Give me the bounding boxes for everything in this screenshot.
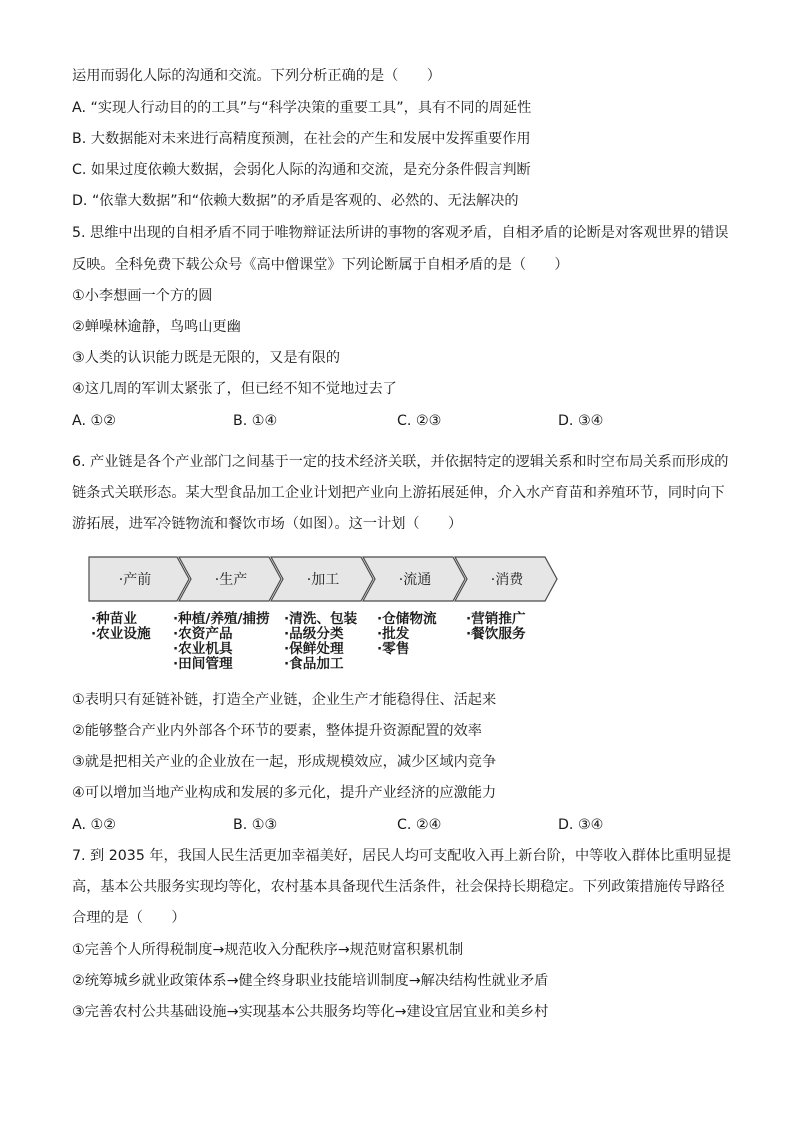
chain-stage-label: ·生产 bbox=[214, 572, 248, 588]
chain-detail-column-1 bbox=[91, 612, 151, 642]
chain-detail-item: ·仓储物流 bbox=[377, 611, 437, 627]
chain-detail-item: ·批发 bbox=[377, 626, 410, 642]
q5-item-1: ①小李想画一个方的圆 bbox=[72, 288, 213, 304]
chain-detail-item: ·农资产品 bbox=[173, 626, 233, 642]
chain-detail-item: ·农业设施 bbox=[91, 626, 151, 642]
chain-detail-item: ·种植/养殖/捕捞 bbox=[173, 611, 270, 627]
q6-stem-line-2: 链条式关联形态。某大型食品加工企业计划把产业向上游拓展延伸，介入水产育苗和养殖环节，同时向下 bbox=[72, 485, 725, 501]
q7-item-2: ②统筹城乡就业政策体系→健全终身职业技能培训制度→解决结构性就业矛盾 bbox=[72, 973, 549, 989]
q5-stem-line-1: 5. 思维中出现的自相矛盾不同于唯物辩证法所讲的事物的客观矛盾，自相矛盾的论断是对客观世界的错误 bbox=[72, 225, 729, 241]
q7-item-3: ③完善农村公共基础设施→实现基本公共服务均等化→建设宜居宜业和美乡村 bbox=[72, 1004, 549, 1020]
q7-item-1: ①完善个人所得税制度→规范收入分配秩序→规范财富积累机制 bbox=[72, 942, 464, 958]
q4-stem-tail: 运用而弱化人际的沟通和交流。下列分析正确的是（ ） bbox=[72, 68, 441, 84]
chain-detail-item: ·保鲜处理 bbox=[284, 641, 344, 657]
q4-option-a: A. “实现人行动目的的工具”与“科学决策的重要工具”，具有不同的周延性 bbox=[72, 100, 532, 116]
q6-choice-b: B. ①③ bbox=[233, 817, 278, 833]
q6-choice-a: A. ①② bbox=[72, 817, 116, 833]
q5-item-3: ③人类的认识能力既是无限的，又是有限的 bbox=[72, 350, 341, 366]
q5-item-4: ④这几周的军训太紧张了，但已经不知不觉地过去了 bbox=[72, 381, 397, 397]
q6-choice-c: C. ②④ bbox=[397, 817, 442, 833]
q4-option-d: D. “依靠大数据”和“依赖大数据”的矛盾是客观的、必然的、无法解决的 bbox=[72, 193, 519, 209]
q6-item-1: ①表明只有延链补链，打造全产业链，企业生产才能稳得住、活起来 bbox=[72, 692, 497, 708]
chain-detail-column-4 bbox=[377, 612, 437, 657]
chain-detail-item: ·营销推广 bbox=[466, 611, 526, 627]
chain-detail-column-5 bbox=[466, 612, 526, 642]
q4-option-c: C. 如果过度依赖大数据，会弱化人际的沟通和交流，是充分条件假言判断 bbox=[72, 162, 531, 178]
chain-detail-item: ·种苗业 bbox=[91, 611, 137, 627]
q7-stem-line-3: 合理的是（ ） bbox=[72, 910, 186, 926]
q6-stem-line-1: 6. 产业链是各个产业部门之间基于一定的技术经济关联，并依据特定的逻辑关系和时空布局关系而形成的 bbox=[72, 454, 729, 470]
chain-detail-column-3 bbox=[284, 612, 357, 672]
chain-detail-item: ·品级分类 bbox=[284, 626, 344, 642]
q5-choice-d: D. ③④ bbox=[558, 413, 604, 429]
chain-stage-label: ·产前 bbox=[118, 572, 152, 588]
q7-stem-line-2: 高，基本公共服务实现均等化，农村基本具备现代生活条件，社会保持长期稳定。下列政策措施传导路径 bbox=[72, 879, 725, 895]
industry-chain-diagram bbox=[88, 555, 560, 615]
q5-stem-line-2: 反映。全科免费下载公众号《高中僧课堂》下列论断属于自相矛盾的是（ ） bbox=[72, 257, 569, 273]
chain-stage-label: ·消费 bbox=[490, 572, 524, 588]
q6-stem-line-3: 游拓展，进军冷链物流和餐饮市场（如图）。这一计划（ ） bbox=[72, 516, 463, 532]
q5-choice-b: B. ①④ bbox=[233, 413, 278, 429]
chain-detail-item: ·餐饮服务 bbox=[466, 626, 526, 642]
chain-detail-item: ·清洗、包装 bbox=[284, 611, 358, 627]
q7-stem-line-1: 7. 到 2035 年，我国人民生活更加幸福美好，居民人均可支配收入再上新台阶，中等收入群体比重明显提 bbox=[72, 848, 732, 864]
q4-option-b: B. 大数据能对未来进行高精度预测，在社会的产生和发展中发挥重要作用 bbox=[72, 131, 531, 147]
chain-detail-column-2 bbox=[173, 612, 270, 672]
q6-item-3: ③就是把相关产业的企业放在一起，形成规模效应，减少区域内竞争 bbox=[72, 754, 497, 770]
chain-detail-item: ·零售 bbox=[377, 641, 410, 657]
chain-stage-label: ·加工 bbox=[306, 572, 340, 588]
chain-stage-label: ·流通 bbox=[398, 572, 432, 588]
q5-choice-a: A. ①② bbox=[72, 413, 116, 429]
q6-item-4: ④可以增加当地产业构成和发展的多元化，提升产业经济的应激能力 bbox=[72, 785, 497, 801]
q5-item-2: ②蝉噪林逾静，鸟鸣山更幽 bbox=[72, 319, 241, 335]
chain-detail-item: ·食品加工 bbox=[284, 656, 344, 672]
q6-item-2: ②能够整合产业内外部各个环节的要素，整体提升资源配置的效率 bbox=[72, 723, 482, 739]
q6-choice-d: D. ③④ bbox=[558, 817, 604, 833]
q5-choice-c: C. ②③ bbox=[397, 413, 442, 429]
chain-detail-item: ·农业机具 bbox=[173, 641, 233, 657]
chain-detail-item: ·田间管理 bbox=[173, 656, 233, 672]
